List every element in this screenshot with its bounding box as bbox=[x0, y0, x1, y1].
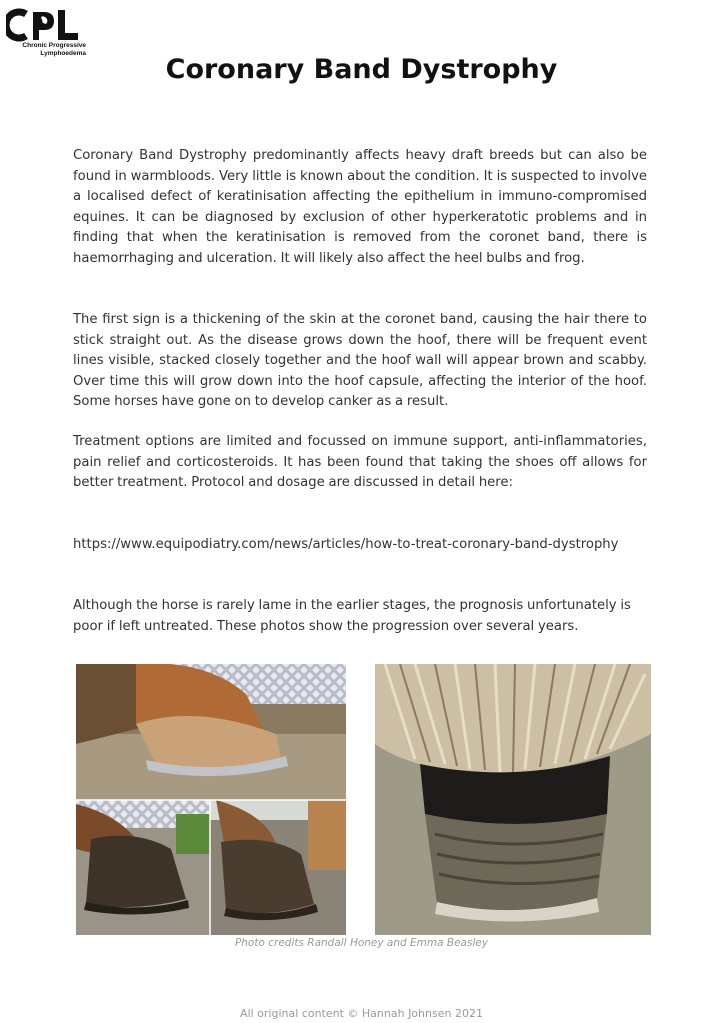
hoof-collage-illustration bbox=[76, 664, 346, 935]
photo-caption: Photo credits Randall Honey and Emma Beasley bbox=[234, 937, 489, 949]
page-title: Coronary Band Dystrophy bbox=[165, 54, 558, 85]
paragraph-symptoms: The first sign is a thickening of the skin at the coronet band, causing the hair there to stick straight out. As the disease grows down the hoof, there will be frequent event lines visible, stacked closely together and the hoof wall will appear brown and scabby. Over time this will grow down into the hoof capsule, affecting the interior of the hoof. Some horses have gone on to develop canker as a result. bbox=[73, 312, 647, 410]
paragraph-treatment: Treatment options are limited and focussed on immune support, anti-inflammatories, pain relief and corticosteroids. It has been found that taking the shoes off allows for better treatment. Protocol and dosage are discussed in detail here: bbox=[73, 434, 647, 491]
cpl-logo bbox=[6, 8, 86, 58]
cpl-logo-mark bbox=[6, 8, 78, 42]
logo-line-1: Chronic Progressive bbox=[22, 42, 86, 49]
reference-url: https://www.equipodiatry.com/news/articles/how-to-treat-coronary-band-dystrophy bbox=[73, 537, 619, 552]
hoof-advanced-illustration bbox=[375, 664, 651, 935]
logo-line-2: Lymphoedema bbox=[40, 49, 86, 57]
hoof-photo-advanced bbox=[375, 664, 651, 935]
paragraph-prognosis: Although the horse is rarely lame in the earlier stages, the prognosis unfortunately is poor if left untreated. These photos show the progression over several years. bbox=[73, 598, 631, 634]
copyright-footer: All original content © Hannah Johnsen 2021 bbox=[240, 1007, 483, 1020]
paragraph-intro: Coronary Band Dystrophy predominantly affects heavy draft breeds but can also be found in warmbloods. Very little is known about the condition. It is suspected to involve a localised defect of keratinisation affecting the epithelium in immuno-compromised equines. It can be diagnosed by exclusion of other hyperkeratotic problems and in finding that when the keratinisation is removed from the coronet band, there is haemorrhaging and ulceration. It will likely also affect the heel bulbs and frog. bbox=[73, 148, 647, 266]
hoof-photo-collage bbox=[76, 664, 346, 935]
